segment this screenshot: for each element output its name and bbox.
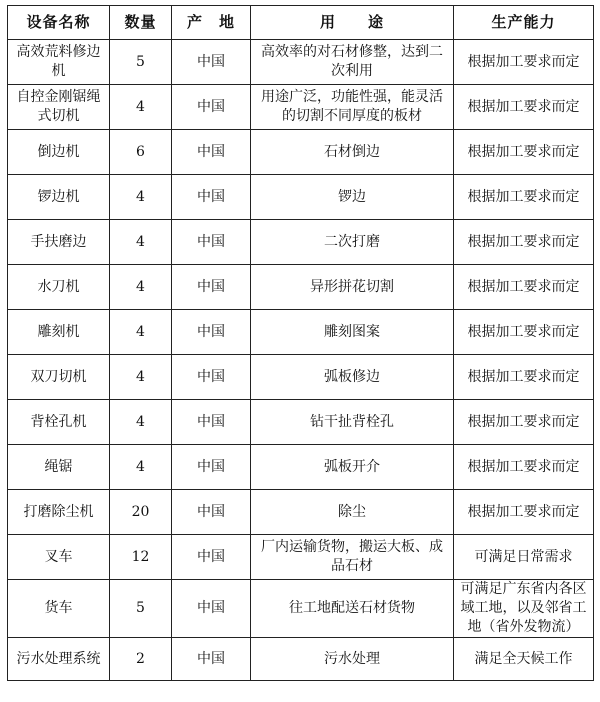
cell-origin: 中国 [172,220,251,265]
header-capacity: 生产能力 [454,6,594,40]
cell-name: 货车 [8,580,110,638]
cell-origin: 中国 [172,130,251,175]
cell-name: 绳锯 [8,445,110,490]
cell-use: 锣边 [251,175,454,220]
cell-qty: 4 [110,400,172,445]
equipment-table-container [7,5,594,681]
cell-qty: 4 [110,445,172,490]
cell-use: 石材倒边 [251,130,454,175]
cell-use: 污水处理 [251,638,454,681]
cell-capacity: 根据加工要求而定 [454,130,594,175]
table-row [8,130,594,175]
table-row [8,40,594,85]
table-row [8,310,594,355]
cell-capacity: 根据加工要求而定 [454,355,594,400]
cell-capacity: 根据加工要求而定 [454,400,594,445]
cell-origin: 中国 [172,40,251,85]
cell-origin: 中国 [172,535,251,580]
cell-origin: 中国 [172,310,251,355]
table-row [8,400,594,445]
cell-capacity: 根据加工要求而定 [454,445,594,490]
cell-qty: 2 [110,638,172,681]
cell-name: 倒边机 [8,130,110,175]
table-row [8,355,594,400]
cell-name: 双刀切机 [8,355,110,400]
table-row [8,445,594,490]
cell-qty: 4 [110,220,172,265]
cell-capacity: 满足全天候工作 [454,638,594,681]
header-qty: 数量 [110,6,172,40]
cell-name: 手扶磨边 [8,220,110,265]
cell-use: 钻干扯背栓孔 [251,400,454,445]
cell-qty: 5 [110,580,172,638]
cell-name: 打磨除尘机 [8,490,110,535]
cell-origin: 中国 [172,580,251,638]
cell-name: 自控金刚锯绳式切机 [8,85,110,130]
table-row [8,490,594,535]
cell-name: 雕刻机 [8,310,110,355]
table-row [8,638,594,681]
cell-qty: 4 [110,85,172,130]
cell-use: 厂内运输货物，搬运大板、成品石材 [251,535,454,580]
cell-capacity: 根据加工要求而定 [454,310,594,355]
cell-name: 高效荒料修边机 [8,40,110,85]
cell-use: 异形拼花切割 [251,265,454,310]
cell-use: 弧板开介 [251,445,454,490]
table-row [8,220,594,265]
cell-name: 叉车 [8,535,110,580]
cell-name: 锣边机 [8,175,110,220]
header-use: 用 途 [251,6,454,40]
table-row [8,85,594,130]
cell-use: 雕刻图案 [251,310,454,355]
cell-qty: 4 [110,355,172,400]
header-name: 设备名称 [8,6,110,40]
cell-qty: 6 [110,130,172,175]
cell-use: 弧板修边 [251,355,454,400]
cell-qty: 4 [110,265,172,310]
cell-origin: 中国 [172,445,251,490]
cell-use: 用途广泛，功能性强，能灵活的切割不同厚度的板材 [251,85,454,130]
cell-name: 背栓孔机 [8,400,110,445]
cell-origin: 中国 [172,490,251,535]
cell-origin: 中国 [172,638,251,681]
cell-qty: 4 [110,310,172,355]
cell-origin: 中国 [172,175,251,220]
cell-capacity: 根据加工要求而定 [454,85,594,130]
cell-name: 污水处理系统 [8,638,110,681]
header-row [8,6,594,40]
cell-name: 水刀机 [8,265,110,310]
cell-qty: 12 [110,535,172,580]
table-row [8,175,594,220]
cell-use: 二次打磨 [251,220,454,265]
cell-qty: 5 [110,40,172,85]
cell-capacity: 根据加工要求而定 [454,220,594,265]
header-origin: 产 地 [172,6,251,40]
cell-origin: 中国 [172,355,251,400]
cell-capacity: 根据加工要求而定 [454,175,594,220]
equipment-table [7,5,594,681]
cell-origin: 中国 [172,400,251,445]
cell-use: 除尘 [251,490,454,535]
cell-use: 往工地配送石材货物 [251,580,454,638]
cell-qty: 20 [110,490,172,535]
cell-capacity: 根据加工要求而定 [454,265,594,310]
cell-capacity: 可满足广东省内各区域工地，以及邻省工地（省外发物流） [454,580,594,638]
cell-capacity: 根据加工要求而定 [454,40,594,85]
table-row [8,580,594,638]
table-row [8,265,594,310]
cell-capacity: 可满足日常需求 [454,535,594,580]
cell-origin: 中国 [172,85,251,130]
cell-origin: 中国 [172,265,251,310]
cell-capacity: 根据加工要求而定 [454,490,594,535]
table-row [8,535,594,580]
cell-qty: 4 [110,175,172,220]
cell-use: 高效率的对石材修整，达到二次利用 [251,40,454,85]
